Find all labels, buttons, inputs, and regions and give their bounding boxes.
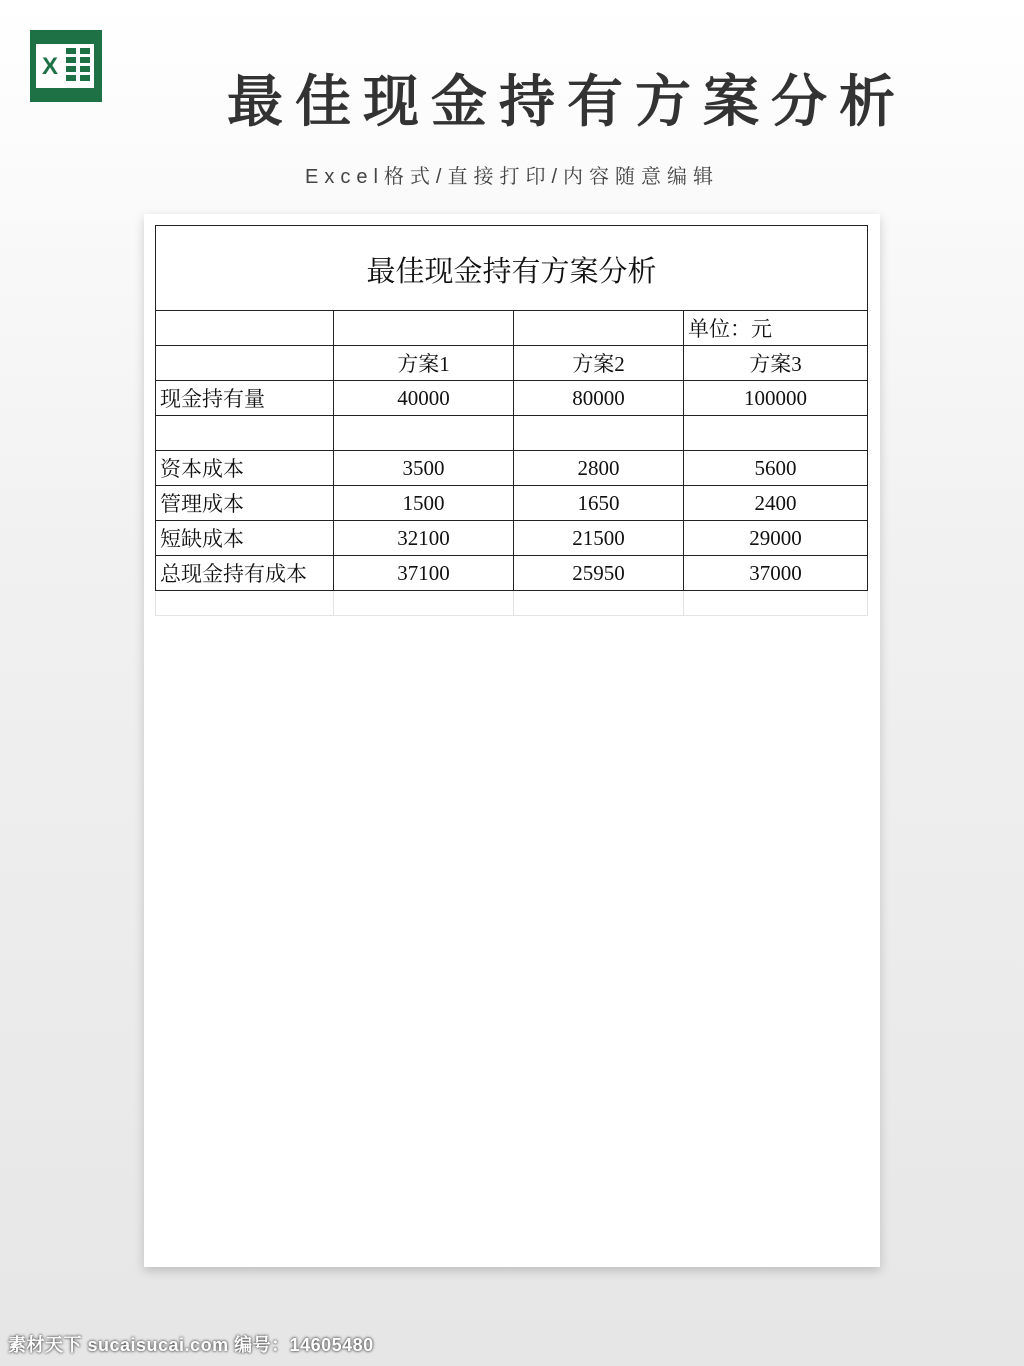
table-row (156, 521, 868, 556)
spreadsheet-paper (144, 214, 880, 1267)
empty-grid-row (156, 591, 868, 616)
unit-row (156, 311, 868, 346)
column-header[interactable]: 方案3 (684, 346, 868, 381)
table-cell[interactable]: 1500 (334, 486, 514, 521)
table-cell[interactable]: 37000 (684, 556, 868, 591)
unit-label[interactable]: 单位：元 (684, 311, 868, 346)
row-label[interactable]: 资本成本 (156, 451, 334, 486)
watermark: 素材天下 sucaisucai.com 编号：14605480 (8, 1335, 374, 1355)
table-row (156, 381, 868, 416)
table-cell[interactable]: 25950 (514, 556, 684, 591)
header-row (156, 346, 868, 381)
table-cell[interactable] (156, 311, 334, 346)
table-cell[interactable]: 37100 (334, 556, 514, 591)
column-header[interactable]: 方案1 (334, 346, 514, 381)
table-row (156, 486, 868, 521)
table-cell[interactable] (514, 416, 684, 451)
table-cell[interactable]: 40000 (334, 381, 514, 416)
page-title: 最佳现金持有方案分析 (227, 70, 907, 133)
table-cell[interactable] (334, 591, 514, 616)
table-cell[interactable] (684, 591, 868, 616)
excel-logo-letter: X (41, 53, 59, 80)
table-cell[interactable] (334, 311, 514, 346)
row-label[interactable]: 现金持有量 (156, 381, 334, 416)
table-row (156, 451, 868, 486)
page-subtitle: Excel格式/直接打印/内容随意编辑 (304, 166, 720, 188)
table-cell[interactable] (334, 416, 514, 451)
table-cell[interactable] (514, 591, 684, 616)
table-cell[interactable]: 3500 (334, 451, 514, 486)
table-cell[interactable] (684, 416, 868, 451)
table-cell[interactable]: 32100 (334, 521, 514, 556)
table-cell[interactable]: 21500 (514, 521, 684, 556)
table-cell[interactable] (156, 591, 334, 616)
cash-analysis-table (155, 225, 868, 616)
table-title[interactable]: 最佳现金持有方案分析 (156, 226, 868, 311)
column-header[interactable]: 方案2 (514, 346, 684, 381)
table-cell[interactable]: 80000 (514, 381, 684, 416)
table-cell[interactable]: 1650 (514, 486, 684, 521)
table-cell[interactable]: 2800 (514, 451, 684, 486)
table-cell[interactable]: 2400 (684, 486, 868, 521)
row-label[interactable]: 短缺成本 (156, 521, 334, 556)
table-cell[interactable]: 5600 (684, 451, 868, 486)
table-cell[interactable] (514, 311, 684, 346)
row-label[interactable] (156, 416, 334, 451)
table-row (156, 556, 868, 591)
row-label[interactable]: 总现金持有成本 (156, 556, 334, 591)
table-cell[interactable]: 100000 (684, 381, 868, 416)
table-cell[interactable]: 29000 (684, 521, 868, 556)
table-title-row (156, 226, 868, 311)
table-row (156, 416, 868, 451)
row-label[interactable]: 管理成本 (156, 486, 334, 521)
column-header[interactable] (156, 346, 334, 381)
